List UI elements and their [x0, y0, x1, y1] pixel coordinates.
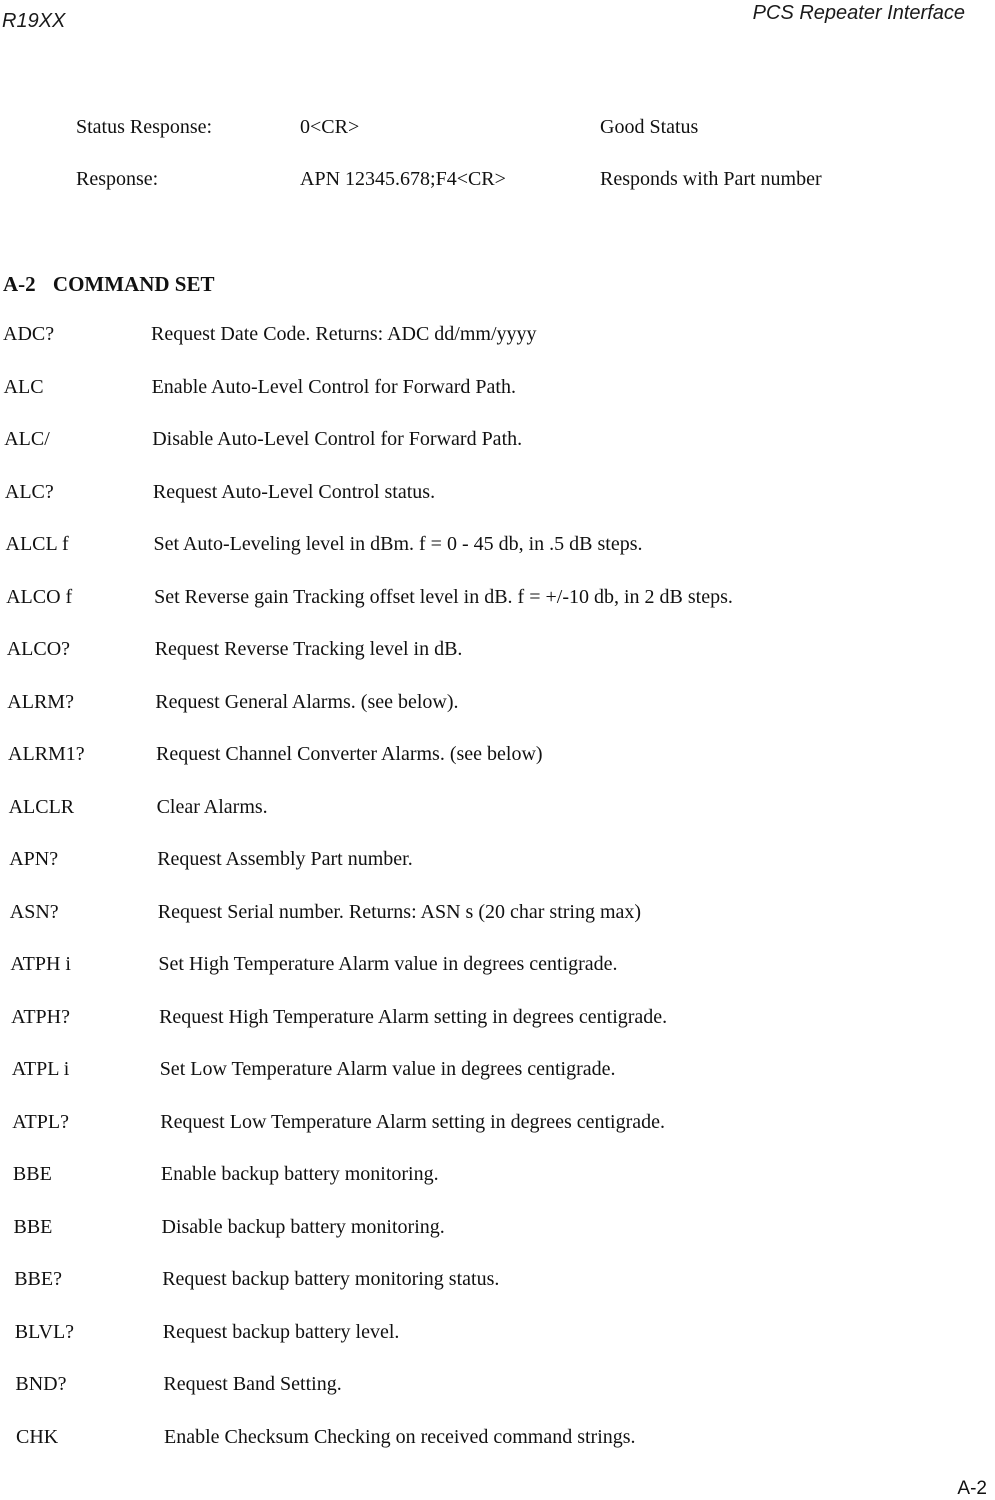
command-code: ASN? — [9, 900, 59, 923]
command-code: ALC/ — [4, 428, 50, 450]
command-description: Request Reverse Tracking level in dB. — [154, 638, 463, 660]
command-description: Request General Alarms. (see below). — [155, 690, 459, 713]
command-code: ALRM1? — [8, 743, 85, 765]
command-description: Disable backup battery monitoring. — [161, 1215, 445, 1238]
header-right: PCS Repeater Interface — [752, 2, 965, 24]
command-description: Request Band Setting. — [163, 1373, 342, 1395]
command-description: Set Reverse gain Tracking offset level in dB. f = +/-10 db, in 2 dB steps. — [154, 585, 733, 608]
command-description: Request Channel Converter Alarms. (see below) — [156, 743, 543, 765]
command-code: BBE — [12, 1163, 52, 1185]
status-note: Good Status — [600, 116, 699, 138]
command-description: Request backup battery level. — [162, 1320, 400, 1343]
command-code: ATPH i — [10, 953, 71, 975]
command-code: ALCLR — [8, 795, 75, 818]
command-code: ALCO f — [6, 585, 73, 608]
command-description: Request Auto-Level Control status. — [152, 480, 436, 503]
command-code: BLVL? — [14, 1320, 75, 1343]
status-label: Response: — [76, 168, 159, 190]
command-code: ATPL i — [11, 1058, 70, 1080]
status-value: 0<CR> — [300, 116, 360, 138]
command-description: Request High Temperature Alarm setting in degrees centigrade. — [159, 1005, 668, 1028]
page-number: A-2 — [957, 1478, 987, 1499]
command-code: ALC? — [4, 480, 54, 503]
command-description: Request Assembly Part number. — [157, 848, 413, 870]
command-code: BND? — [15, 1373, 67, 1395]
status-value: APN 12345.678;F4<CR> — [300, 168, 506, 190]
command-description: Set High Temperature Alarm value in degrees centigrade. — [158, 953, 618, 975]
command-description: Request Date Code. Returns: ADC dd/mm/yyyy — [151, 323, 537, 345]
command-description: Request backup battery monitoring status. — [162, 1268, 500, 1290]
command-code: BBE — [13, 1215, 53, 1238]
header-left: R19XX — [2, 10, 66, 32]
command-code: ALCL f — [5, 533, 69, 555]
command-code: ADC? — [3, 323, 55, 345]
command-code: ALRM? — [7, 690, 74, 713]
command-description: Clear Alarms. — [156, 795, 268, 818]
command-description: Enable Auto-Level Control for Forward Path. — [151, 375, 516, 398]
command-code: ALC — [3, 375, 44, 398]
command-code: ATPL? — [12, 1110, 69, 1133]
section-number: A-2 — [3, 272, 36, 296]
command-description: Request Low Temperature Alarm setting in degrees centigrade. — [160, 1110, 666, 1133]
command-description: Disable Auto-Level Control for Forward Path. — [152, 428, 523, 450]
command-description: Enable Checksum Checking on received command strings. — [164, 1425, 636, 1448]
command-code: ATPH? — [11, 1005, 70, 1028]
command-description: Set Auto-Leveling level in dBm. f = 0 - 45 db, in .5 dB steps. — [153, 533, 643, 555]
command-code: BBE? — [14, 1268, 62, 1290]
command-description: Request Serial number. Returns: ASN s (20 char string max) — [157, 900, 642, 923]
section-title-text: COMMAND SET — [52, 272, 215, 296]
status-note: Responds with Part number — [600, 168, 822, 190]
command-description: Set Low Temperature Alarm value in degrees centigrade. — [159, 1058, 616, 1080]
command-code: APN? — [9, 848, 59, 870]
command-code: ALCO? — [6, 638, 71, 660]
command-code: CHK — [16, 1425, 59, 1448]
command-description: Enable backup battery monitoring. — [160, 1163, 439, 1185]
status-label: Status Response: — [76, 116, 213, 138]
